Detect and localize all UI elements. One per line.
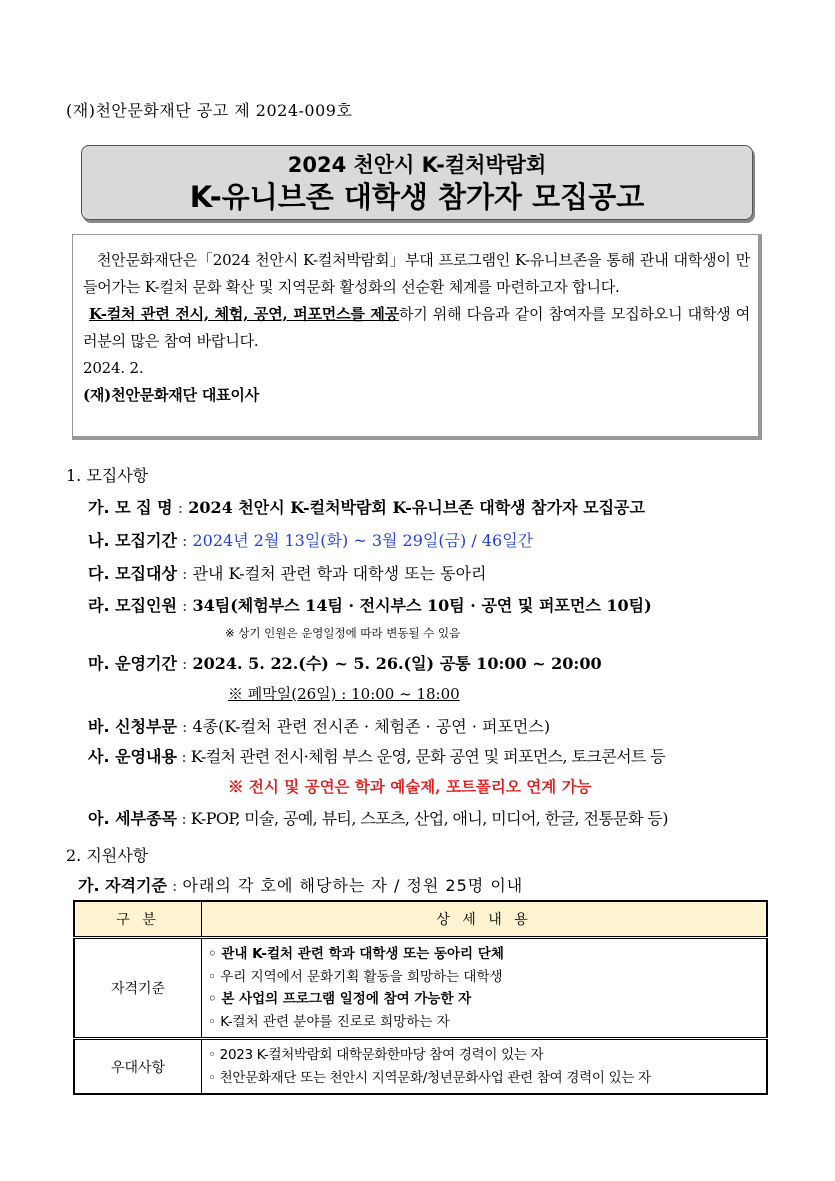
item-content: 사. 운영내용 : K-컬처 관련 전시·체험 부스 운영, 문화 공연 및 퍼포먼스, 토크콘서트 등 — [88, 747, 666, 766]
list-item: ◦ 우리 지역에서 문화기획 활동을 희망하는 대학생 — [208, 968, 503, 985]
section2-sub: 가. 자격기준 : 아래의 각 호에 해당하는 자 / 정원 25명 이내 — [78, 876, 524, 895]
notice-number: (재)천안문화재단 공고 제 2024-009호 — [66, 101, 353, 120]
intro-date: 2024. 2. — [83, 359, 144, 377]
intro-signer: (재)천안문화재단 대표이사 — [83, 386, 260, 404]
item-label: 아. 세부종목 — [88, 809, 177, 828]
item-period: 나. 모집기간 : 2024년 2월 13일(화) ~ 3월 29일(금) / 46일간 — [88, 531, 534, 550]
item-value: 2024 천안시 K-컬처박람회 K-유니브존 대학생 참가자 모집공고 — [188, 498, 645, 517]
intro-box — [72, 234, 762, 440]
table-row — [74, 1039, 767, 1095]
item-category: 바. 신청부문 : 4종(K-컬처 관련 전시존 · 체험존 · 공연 · 퍼포먼스) — [88, 717, 551, 736]
table-header-row — [74, 901, 767, 938]
item-value: 4종(K-컬처 관련 전시존 · 체험존 · 공연 · 퍼포먼스) — [192, 717, 551, 736]
row-key: 자격기준 — [74, 938, 202, 1039]
item-operation-note: ※ 폐막일(26일) : 10:00 ~ 18:00 — [228, 685, 460, 703]
criteria-table — [73, 900, 768, 1095]
list-item: ◦ K-컬처 관련 분야를 진로로 희망하는 자 — [208, 1013, 450, 1030]
item-label: 사. 운영내용 — [88, 747, 177, 766]
item-label: 다. 모집대상 — [88, 564, 177, 583]
item-label: 마. 운영기간 — [88, 654, 177, 673]
row-key: 우대사항 — [74, 1039, 202, 1095]
item-label: 라. 모집인원 — [88, 596, 177, 615]
title-line1: 2024 천안시 K-컬처박람회 — [287, 153, 547, 177]
list-item: ◦ 본 사업의 프로그램 일정에 참여 가능한 자 — [208, 991, 472, 1007]
item-count: 라. 모집인원 : 34팀(체험부스 14팀 · 전시부스 10팀 · 공연 및 퍼포먼스 10팀) — [88, 596, 652, 615]
list-item: ◦ 관내 K-컬처 관련 학과 대학생 또는 동아리 단체 — [208, 946, 504, 962]
sub-label: 가. 자격기준 — [78, 876, 167, 895]
item-label: 나. 모집기간 — [88, 531, 177, 550]
sub-value: 아래의 각 호에 해당하는 자 / 정원 25명 이내 — [182, 876, 524, 895]
item-target: 다. 모집대상 : 관내 K-컬처 관련 학과 대학생 또는 동아리 — [88, 564, 487, 583]
item-label: 가. 모 집 명 — [88, 498, 173, 517]
intro-paragraph-2-rest: 하기 위해 다음과 같이 참여자를 모집하오니 대학생 여러분의 많은 참여 바랍니다. — [83, 305, 750, 350]
item-value: 관내 K-컬처 관련 학과 대학생 또는 동아리 — [192, 564, 487, 583]
table-header: 상 세 내 용 — [202, 901, 768, 938]
item-name: 가. 모 집 명 : 2024 천안시 K-컬처박람회 K-유니브존 대학생 참가자 모집공고 — [88, 498, 645, 517]
item-detail: 아. 세부종목 : K-POP, 미술, 공예, 뷰티, 스포츠, 산업, 애니, 미디어, 한글, 전통문화 등) — [88, 809, 668, 828]
section1-heading: 1. 모집사항 — [66, 466, 149, 485]
row-value — [202, 938, 768, 1039]
item-value: K-컬처 관련 전시·체험 부스 운영, 문화 공연 및 퍼포먼스, 토크콘서트 등 — [190, 747, 666, 766]
item-value: K-POP, 미술, 공예, 뷰티, 스포츠, 산업, 애니, 미디어, 한글, 전통문화 등) — [190, 809, 668, 828]
table-row — [74, 938, 767, 1039]
intro-emphasis: K-컬처 관련 전시, 체험, 공연, 퍼포먼스를 제공 — [89, 305, 399, 323]
row-value — [202, 1039, 768, 1095]
list-item: ◦ 천안문화재단 또는 천안시 지역문화/청년문화사업 관련 참여 경력이 있는 자 — [208, 1069, 651, 1086]
intro-paragraph-2 — [83, 301, 750, 355]
item-label: 바. 신청부문 — [88, 717, 177, 736]
item-value: 2024. 5. 22.(수) ~ 5. 26.(일) 공통 10:00 ~ 20:00 — [192, 654, 602, 673]
item-count-note: ※ 상기 인원은 운영일정에 따라 변동될 수 있음 — [225, 626, 461, 640]
item-operation: 마. 운영기간 : 2024. 5. 22.(수) ~ 5. 26.(일) 공통 10:00 ~ 20:00 — [88, 654, 602, 673]
title-line2: K-유니브존 대학생 참가자 모집공고 — [189, 180, 645, 214]
item-value: 2024년 2월 13일(화) ~ 3월 29일(금) / 46일간 — [192, 531, 534, 550]
intro-paragraph-1: 천안문화재단은「2024 천안시 K-컬처박람회」부대 프로그램인 K-유니브존을 통해 관내 대학생이 만들어가는 K-컬처 문화 확산 및 지역문화 활성화의 선순환 체계를 마련하고자 합니다. — [83, 251, 750, 296]
title-box — [81, 145, 753, 220]
list-item: ◦ 2023 K-컬처박람회 대학문화한마당 참여 경력이 있는 자 — [208, 1047, 544, 1063]
item-content-note: ※ 전시 및 공연은 학과 예술제, 포트폴리오 연계 가능 — [228, 777, 592, 796]
item-value: 34팀(체험부스 14팀 · 전시부스 10팀 · 공연 및 퍼포먼스 10팀) — [192, 596, 652, 615]
table-header: 구 분 — [74, 901, 202, 938]
section2-heading: 2. 지원사항 — [66, 846, 149, 865]
